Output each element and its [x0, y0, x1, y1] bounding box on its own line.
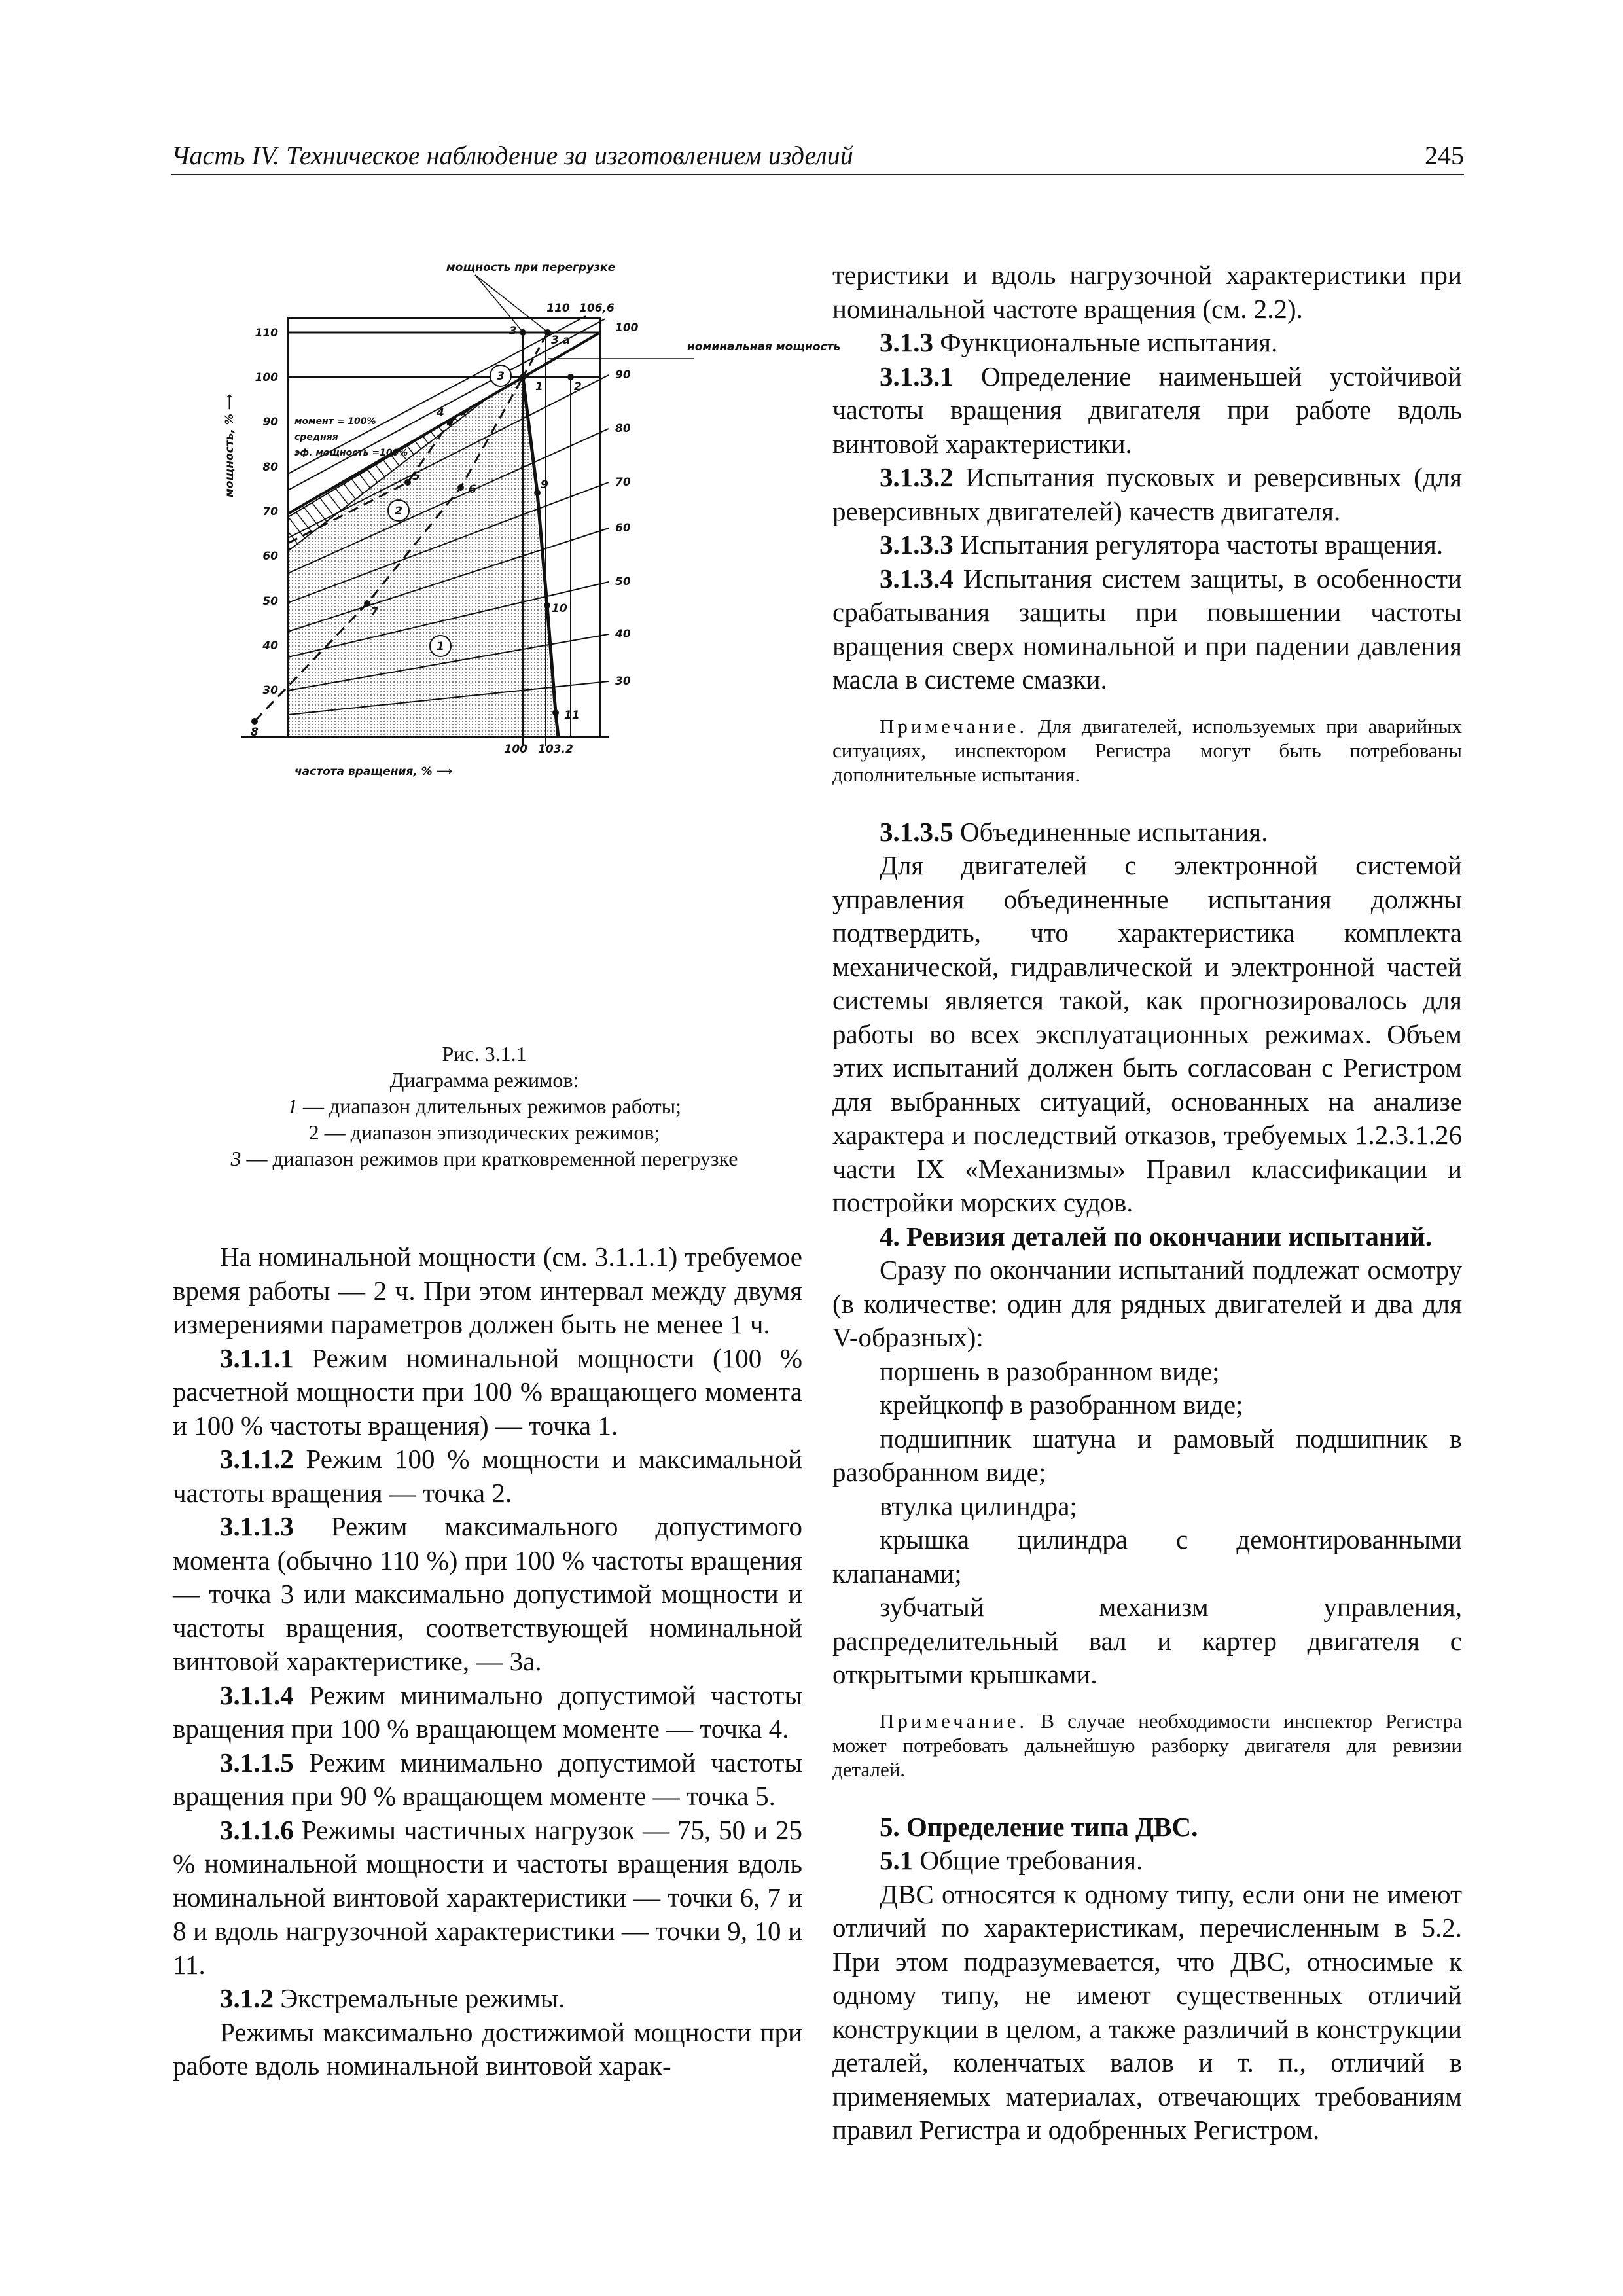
paragraph: [173, 1510, 802, 1679]
note-label: Примечание.: [880, 714, 1028, 738]
note-text: Для двигателей, используемых при аварийных ситуациях, инспектором Регистра могут быть потребованы дополнительные испытания.: [832, 714, 1462, 786]
section-number: 3.1.1.2: [220, 1444, 294, 1474]
zone-label: 3: [497, 370, 505, 383]
paragraph: [832, 326, 1462, 360]
nominal-label: номинальная мощность: [687, 340, 841, 353]
paragraph: [173, 1443, 802, 1510]
section-number: 5. Определение типа ДВС.: [880, 1811, 1198, 1842]
paragraph-text: Общие требования.: [913, 1845, 1143, 1875]
paragraph: [832, 528, 1462, 562]
y-axis-label: мощность, % ⟶: [223, 393, 236, 497]
line-label: 50: [615, 575, 631, 588]
paragraph-text: Испытания пусковых и реверсивных (для реверсивных двигателей) качеств двигателя.: [832, 462, 1462, 526]
paragraph: [173, 2016, 802, 2083]
paragraph-text: подшипник шатуна и рамовый подшипник в разобранном виде;: [832, 1423, 1462, 1487]
section-number: 3.1.1.1: [220, 1342, 294, 1373]
caption-item: [190, 1119, 779, 1145]
point-label: 3: [509, 325, 517, 338]
paragraph: [173, 1240, 802, 1342]
note: [832, 1709, 1462, 1782]
paragraph: [832, 1844, 1462, 1878]
y-tick: 50: [262, 595, 278, 608]
paragraph: [173, 1679, 802, 1746]
x-axis-label: частота вращения, % ⟶: [294, 765, 452, 778]
note-label: Примечание.: [880, 1709, 1028, 1732]
paragraph-text: ДВС относятся к одному типу, если они не имеют отличий по характеристикам, перечисленным в 5.2. При этом подразумевается, что ДВС, относимые к одному типу, не имеют существенных отличий конструкции в целом, а также различий в конструкции деталей, коленчатых валов и т. п., отличий в применяемых материалах, отвечающих требованиям правил Регистра и одобренных Регистром.: [832, 1878, 1462, 2145]
y-tick: 40: [262, 639, 278, 653]
paragraph: [832, 849, 1462, 1220]
paragraph: [832, 461, 1462, 528]
section-number: 3.1.1.3: [220, 1511, 294, 1541]
paragraph: [832, 1810, 1462, 1844]
line-label: 70: [615, 476, 631, 489]
paragraph-text: Режим минимально допустимой частоты вращения при 90 % вращающем моменте — точка 5.: [173, 1747, 802, 1811]
paragraph: [832, 1355, 1462, 1389]
point-label: 7: [370, 605, 378, 619]
line-label: 30: [615, 675, 631, 688]
x-tick: 103.2: [538, 743, 573, 756]
point-label: 11: [564, 709, 580, 722]
caption-item-number: 3: [230, 1147, 241, 1170]
section-number: 3.1.2: [220, 1983, 274, 2013]
right-column: [832, 259, 1462, 2147]
section-number: 3.1.1.4: [220, 1679, 294, 1710]
paragraph-text: Испытания систем защиты, в особенности срабатывания защиты при повышении частоты вращения сверх номинальной и при падении давления масла в системе смазки.: [832, 563, 1462, 694]
paragraph: [173, 1982, 802, 2016]
point-label: 2: [574, 380, 582, 393]
paragraph: [173, 1342, 802, 1443]
mode-diagram: [0, 0, 841, 798]
y-tick: 110: [255, 327, 278, 340]
caption-item-text: — диапазон эпизодических режимов;: [319, 1121, 660, 1144]
top-label: 106,6: [579, 302, 615, 315]
paragraph: [832, 1220, 1462, 1254]
caption-item: [190, 1145, 779, 1172]
figure-number: Рис. 3.1.1: [442, 1042, 527, 1066]
paragraph: [173, 1746, 802, 1814]
paragraph: [832, 562, 1462, 697]
left-column: [173, 1240, 802, 2083]
paragraph-text: втулка цилиндра;: [880, 1490, 1077, 1521]
paragraph-text: Функциональные испытания.: [933, 327, 1278, 357]
x-tick: 100: [504, 743, 527, 756]
point-label: 8: [251, 726, 259, 739]
section-number: 3.1.1.6: [220, 1814, 294, 1845]
line-label: 60: [615, 522, 631, 535]
paragraph: [832, 360, 1462, 461]
paragraph: теристики и вдоль нагрузочной характеристики при номинальной частоте вращения (см. 2.2).: [832, 260, 1462, 324]
point-label: 10: [552, 602, 567, 615]
note-text: В случае необходимости инспектор Регистра может потребовать дальнейшую разборку двигателя для ревизии деталей.: [832, 1709, 1462, 1781]
paragraph: [832, 1422, 1462, 1490]
point-label: 3 a: [551, 334, 571, 347]
page-number: 245: [1425, 141, 1464, 170]
header-title: Часть IV. Техническое наблюдение за изготовлением изделий: [171, 141, 853, 170]
line-label: 80: [615, 422, 631, 435]
paragraph-text: Сразу по окончании испытаний подлежат осмотру (в количестве: один для рядных двигателей и два для V-образных):: [832, 1255, 1462, 1352]
line-label: 90: [615, 368, 631, 382]
line-label: 100: [615, 321, 639, 334]
mep-label: эф. мощность =100%: [294, 448, 408, 458]
paragraph-text: Экстремальные режимы.: [274, 1983, 565, 2013]
paragraph: [832, 1523, 1462, 1590]
paragraph-text: Испытания регулятора частоты вращения.: [953, 529, 1444, 560]
paragraph-text: поршень в разобранном виде;: [880, 1355, 1220, 1386]
paragraph-text: Режимы частичных нагрузок — 75, 50 и 25 % номинальной мощности и частоты вращения вдоль номинальной винтовой характеристики — точки 6, 7 и 8 и вдоль нагрузочной характеристики — точки 9, 10 и 11.: [173, 1814, 802, 1980]
section-number: 3.1.3.1: [880, 361, 954, 391]
caption-item: [190, 1093, 779, 1119]
paragraph-text: крышка цилиндра с демонтированными клапанами;: [832, 1524, 1462, 1588]
zone-label: 2: [395, 505, 402, 518]
point-label: 5: [412, 470, 420, 483]
paragraph-text: Определение наименьшей устойчивой частоты вращения двигателя при работе вдоль винтовой характеристики.: [832, 361, 1462, 459]
y-tick: 60: [262, 550, 278, 563]
caption-item-text: — диапазон режимов при кратковременной перегрузке: [241, 1147, 738, 1170]
section-number: 3.1.3.5: [880, 816, 954, 847]
figure-title: Диаграмма режимов:: [389, 1068, 579, 1092]
mep-label: средняя: [294, 432, 338, 442]
section-number: 3.1.3: [880, 327, 933, 357]
top-label: 110: [546, 302, 570, 315]
paragraph-text: Объединенные испытания.: [953, 816, 1268, 847]
section-number: 3.1.3.2: [880, 462, 954, 492]
paragraph-text: Режим номинальной мощности (100 % расчетной мощности при 100 % вращающего момента и 100 % частоты вращения) — точка 1.: [173, 1342, 802, 1441]
y-tick: 30: [262, 684, 278, 697]
paragraph: [832, 1388, 1462, 1422]
y-tick: 100: [255, 371, 278, 384]
paragraph-text: Режимы максимально достижимой мощности при работе вдоль номинальной винтовой харак-: [173, 2017, 802, 2081]
zone-label: 1: [437, 640, 444, 653]
note: [832, 714, 1462, 787]
figure-caption: [190, 1041, 779, 1172]
paragraph-text: Режим 100 % мощности и максимальной частоты вращения — точка 2.: [173, 1444, 802, 1508]
caption-item-number: 2: [308, 1121, 319, 1144]
overload-label: мощность при перегрузке: [446, 261, 616, 274]
paragraph: [832, 1878, 1462, 2147]
paragraph-text: крейцкопф в разобранном виде;: [880, 1390, 1243, 1420]
paragraph-text: Для двигателей с электронной системой управления объединенные испытания должны подтвердить, что характеристика комплекта механической, гидравлической и электронной частей системы является такой, как прогнозировалось для работы во всех эксплуатационных режимах. Объем этих испытаний должен быть согласован с Регистром для выбранных ситуаций, основанных на анализе характера и последствий отказов, требуемых 1.2.3.1.26 части IX «Механизмы» Правил классификации и постройки морских судов.: [832, 850, 1462, 1217]
point-label: 1: [535, 380, 543, 393]
paragraph: [832, 1253, 1462, 1355]
y-tick: 90: [262, 416, 278, 429]
section-number: 3.1.3.3: [880, 529, 954, 560]
line-label: 40: [615, 628, 631, 641]
paragraph-text: Режим минимально допустимой частоты вращения при 100 % вращающем моменте — точка 4.: [173, 1679, 802, 1744]
caption-item-number: 1: [287, 1094, 298, 1118]
y-tick: 70: [262, 505, 278, 518]
paragraph-text: Режим максимального допустимого момента (обычно 110 %) при 100 % частоты вращения — точка 3 или максимально допустимой мощности и частоты вращения, соответствующей номинальной винтовой характеристике, — 3а.: [173, 1511, 802, 1676]
point-label: 9: [541, 478, 548, 492]
paragraph: [832, 816, 1462, 850]
paragraph: [173, 1814, 802, 1982]
caption-item-text: — диапазон длительных режимов работы;: [297, 1094, 682, 1118]
section-number: 3.1.3.4: [880, 563, 954, 594]
paragraph-text: зубчатый механизм управления, распределительный вал и картер двигателя с открытыми крышками.: [832, 1592, 1462, 1689]
section-number: 3.1.1.5: [220, 1747, 294, 1778]
point-label: 4: [437, 406, 444, 420]
torque-label: момент = 100%: [294, 416, 376, 427]
paragraph-text: На номинальной мощности (см. 3.1.1.1) требуемое время работы — 2 ч. При этом интервал между двумя измерениями параметров должен быть не менее 1 ч.: [173, 1242, 802, 1339]
paragraph: [832, 1490, 1462, 1524]
section-number: 5.1: [880, 1845, 914, 1875]
section-number: 4. Ревизия деталей по окончании испытаний.: [880, 1221, 1433, 1251]
paragraph: [832, 1590, 1462, 1692]
point-label: 6: [469, 483, 476, 496]
y-tick: 80: [262, 461, 278, 474]
